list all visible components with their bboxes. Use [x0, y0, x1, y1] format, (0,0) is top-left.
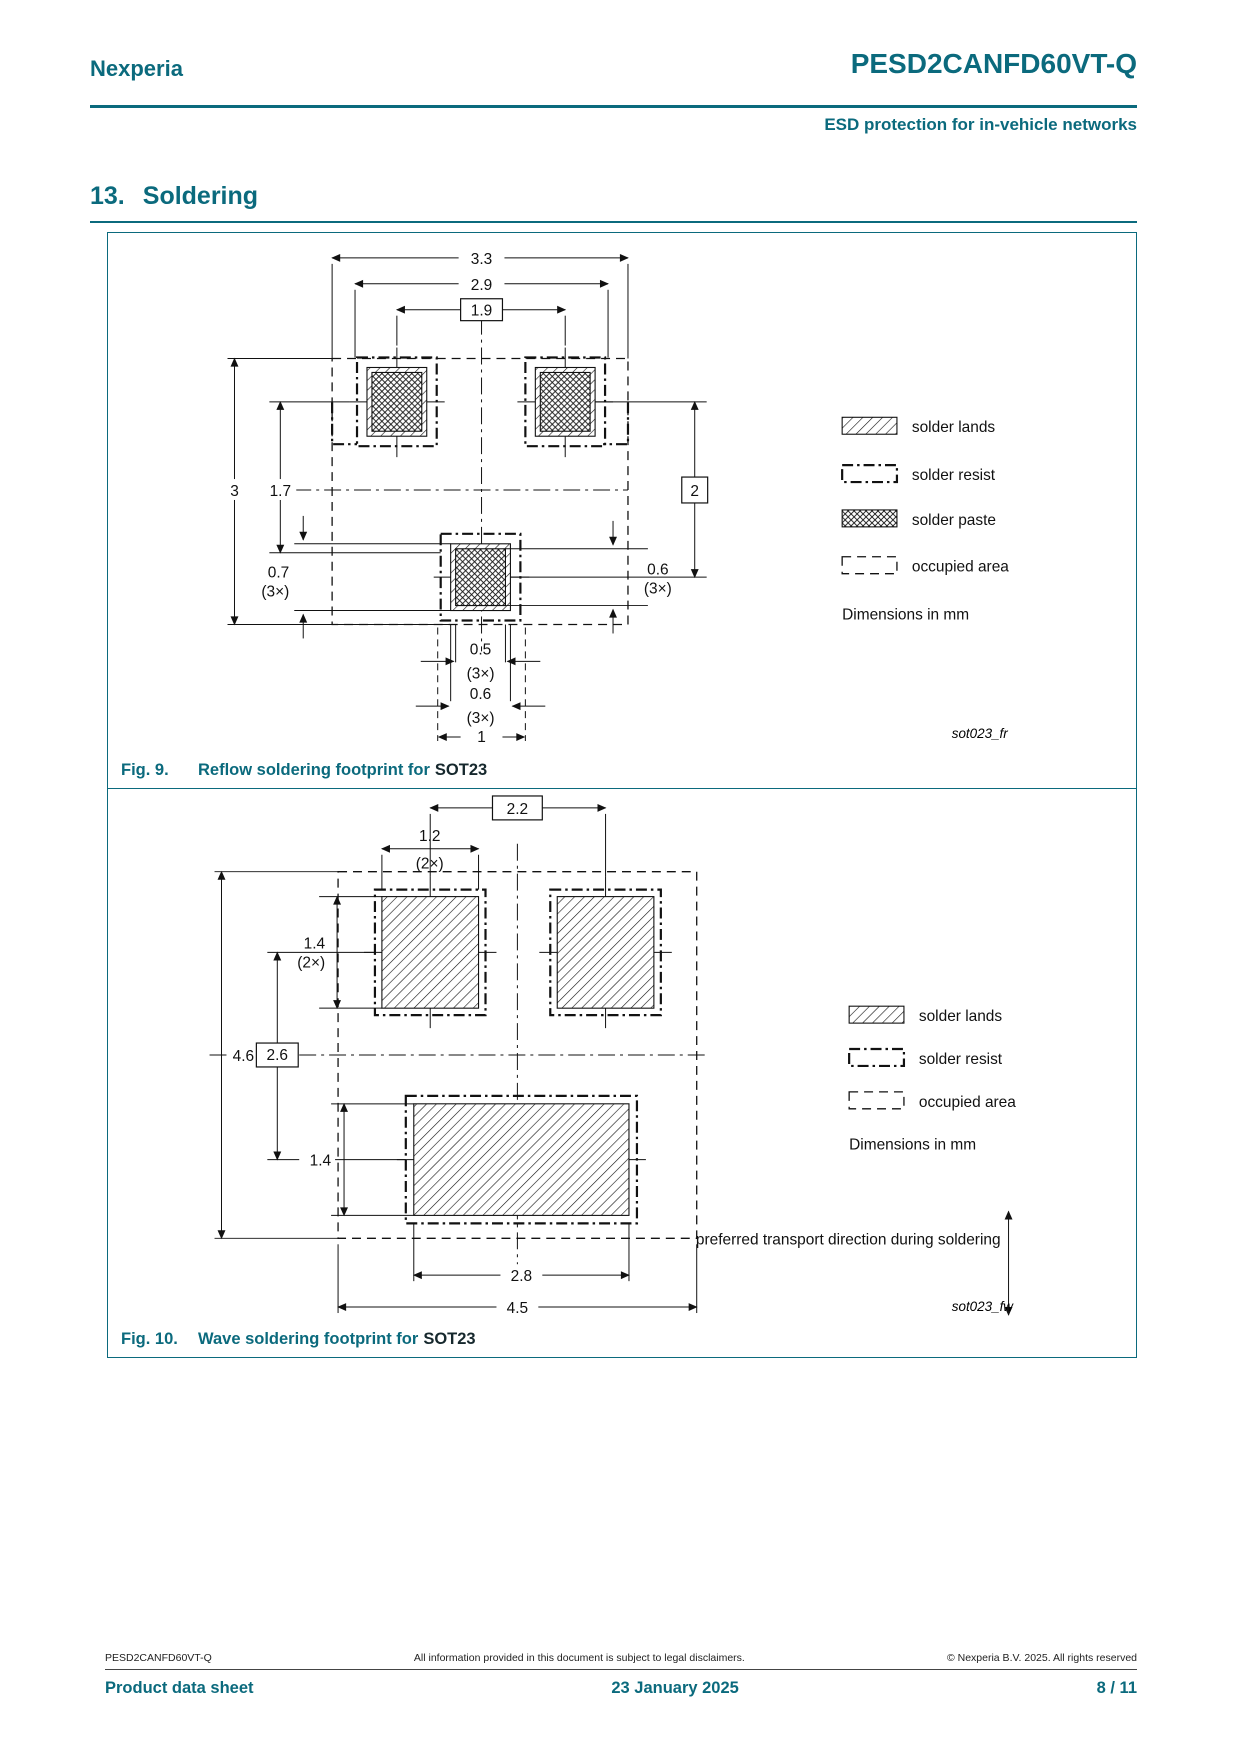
- figure-9-caption: [108, 752, 1136, 788]
- figure-9-box: [107, 232, 1137, 789]
- legend-label: solder lands: [911, 419, 996, 437]
- header-rule: [90, 105, 1137, 108]
- transport-note: preferred transport direction during soldering: [695, 1231, 1001, 1249]
- fig10-drawing: [108, 789, 1135, 1321]
- legend: [842, 417, 1009, 623]
- dim-label: 3.3: [470, 250, 493, 268]
- legend-label: solder paste: [911, 511, 996, 529]
- legend-item-solder-resist: [849, 1049, 1003, 1068]
- solder-resist-swatch: [842, 465, 897, 482]
- footer-rule: [105, 1669, 1137, 1670]
- dim-count: (3×): [261, 583, 290, 601]
- page-title: PESD2CANFD60VT-Q: [850, 48, 1137, 79]
- dim-label: 2.6: [266, 1046, 289, 1064]
- footer-page-number: 8 / 11: [1096, 1679, 1137, 1697]
- footer-date: 23 January 2025: [611, 1679, 739, 1697]
- dim-label: 1.4: [309, 1152, 332, 1170]
- dim-count: (2×): [415, 855, 444, 873]
- fig9-drawing: [108, 233, 1135, 752]
- legend-label: occupied area: [918, 1093, 1016, 1111]
- section-rule: [90, 221, 1137, 223]
- drawing-tag: sot023_fr: [951, 726, 1008, 742]
- dimensions-note: Dimensions in mm: [849, 1136, 977, 1154]
- figure-caption-text: Wave soldering footprint for: [198, 1329, 419, 1348]
- brand-logo-text: Nexperia: [90, 56, 183, 81]
- legend-label: occupied area: [911, 558, 1009, 576]
- legend: [849, 1006, 1016, 1153]
- dim-label: 2.2: [506, 800, 529, 818]
- dimensions-note: Dimensions in mm: [842, 606, 970, 624]
- solder-paste-swatch: [842, 510, 897, 527]
- figure-caption-part: SOT23: [434, 760, 488, 779]
- section-heading: [90, 182, 258, 211]
- figure-caption-part: SOT23: [423, 1329, 476, 1348]
- drawing-tag: sot023_fw: [951, 1299, 1014, 1315]
- dim-label: 1.2: [418, 827, 441, 845]
- dim-label: 4.5: [506, 1300, 529, 1318]
- occupied-area-swatch: [849, 1092, 904, 1109]
- dim-count: (3×): [643, 580, 672, 598]
- dim-label: 1.9: [470, 302, 493, 320]
- solder-lands-swatch: [849, 1006, 904, 1023]
- footer-meta-row: [105, 1652, 1137, 1664]
- legend-item-occupied-area: [842, 557, 1009, 576]
- dim-label: 0.6: [647, 561, 669, 579]
- legend-item-solder-paste: [842, 510, 996, 529]
- dim-label: 0.7: [267, 564, 290, 582]
- figure-label: Fig. 9.: [121, 760, 169, 779]
- legend-item-solder-lands: [842, 417, 995, 436]
- legend-item-occupied-area: [849, 1092, 1016, 1111]
- dim-label: 1.4: [303, 935, 326, 953]
- footer-doc-id: PESD2CANFD60VT-Q: [105, 1652, 212, 1664]
- dim-label: 3: [230, 482, 239, 500]
- solder-lands-swatch: [842, 417, 897, 434]
- legend-label: solder resist: [911, 467, 996, 485]
- dim-label: 0.5: [469, 641, 492, 659]
- dim-label: 2.8: [510, 1268, 533, 1286]
- dim-label: 1.7: [269, 482, 292, 500]
- solder-resist-swatch: [849, 1049, 904, 1066]
- dim-horizontal-top: [382, 796, 606, 890]
- dim-horizontal-top: [332, 247, 628, 359]
- legend-label: solder lands: [918, 1008, 1003, 1026]
- footer-copyright: © Nexperia B.V. 2025. All rights reserved: [946, 1652, 1137, 1664]
- section-number: 13.: [90, 182, 125, 210]
- dim-label: 4.6: [232, 1047, 255, 1065]
- dim-label: 2: [690, 482, 700, 500]
- dim-count: (3×): [466, 665, 495, 683]
- dim-count: (2×): [297, 954, 326, 972]
- dim-label: 0.6: [469, 686, 492, 704]
- dim-label: 1: [477, 729, 486, 747]
- legend-item-solder-resist: [842, 465, 996, 484]
- dim-label: 2.9: [470, 276, 493, 294]
- footer-disclaimer: All information provided in this document is subject to legal disclaimers.: [413, 1652, 745, 1664]
- footer-info-row: [105, 1679, 1137, 1698]
- figure-caption-text: Reflow soldering footprint for: [198, 760, 430, 779]
- figure-10-caption: [108, 1321, 1136, 1357]
- footer-doc-type: Product data sheet: [105, 1679, 254, 1697]
- document-subtitle: ESD protection for in-vehicle networks: [824, 115, 1137, 134]
- section-title: Soldering: [142, 182, 259, 210]
- legend-label: solder resist: [918, 1050, 1003, 1068]
- legend-item-solder-lands: [849, 1006, 1002, 1025]
- dim-horizontal-bottom: [416, 624, 546, 746]
- figure-10-box: [107, 788, 1137, 1358]
- dim-count: (3×): [466, 710, 495, 728]
- occupied-area-swatch: [842, 557, 897, 574]
- figure-label: Fig. 10.: [121, 1329, 178, 1348]
